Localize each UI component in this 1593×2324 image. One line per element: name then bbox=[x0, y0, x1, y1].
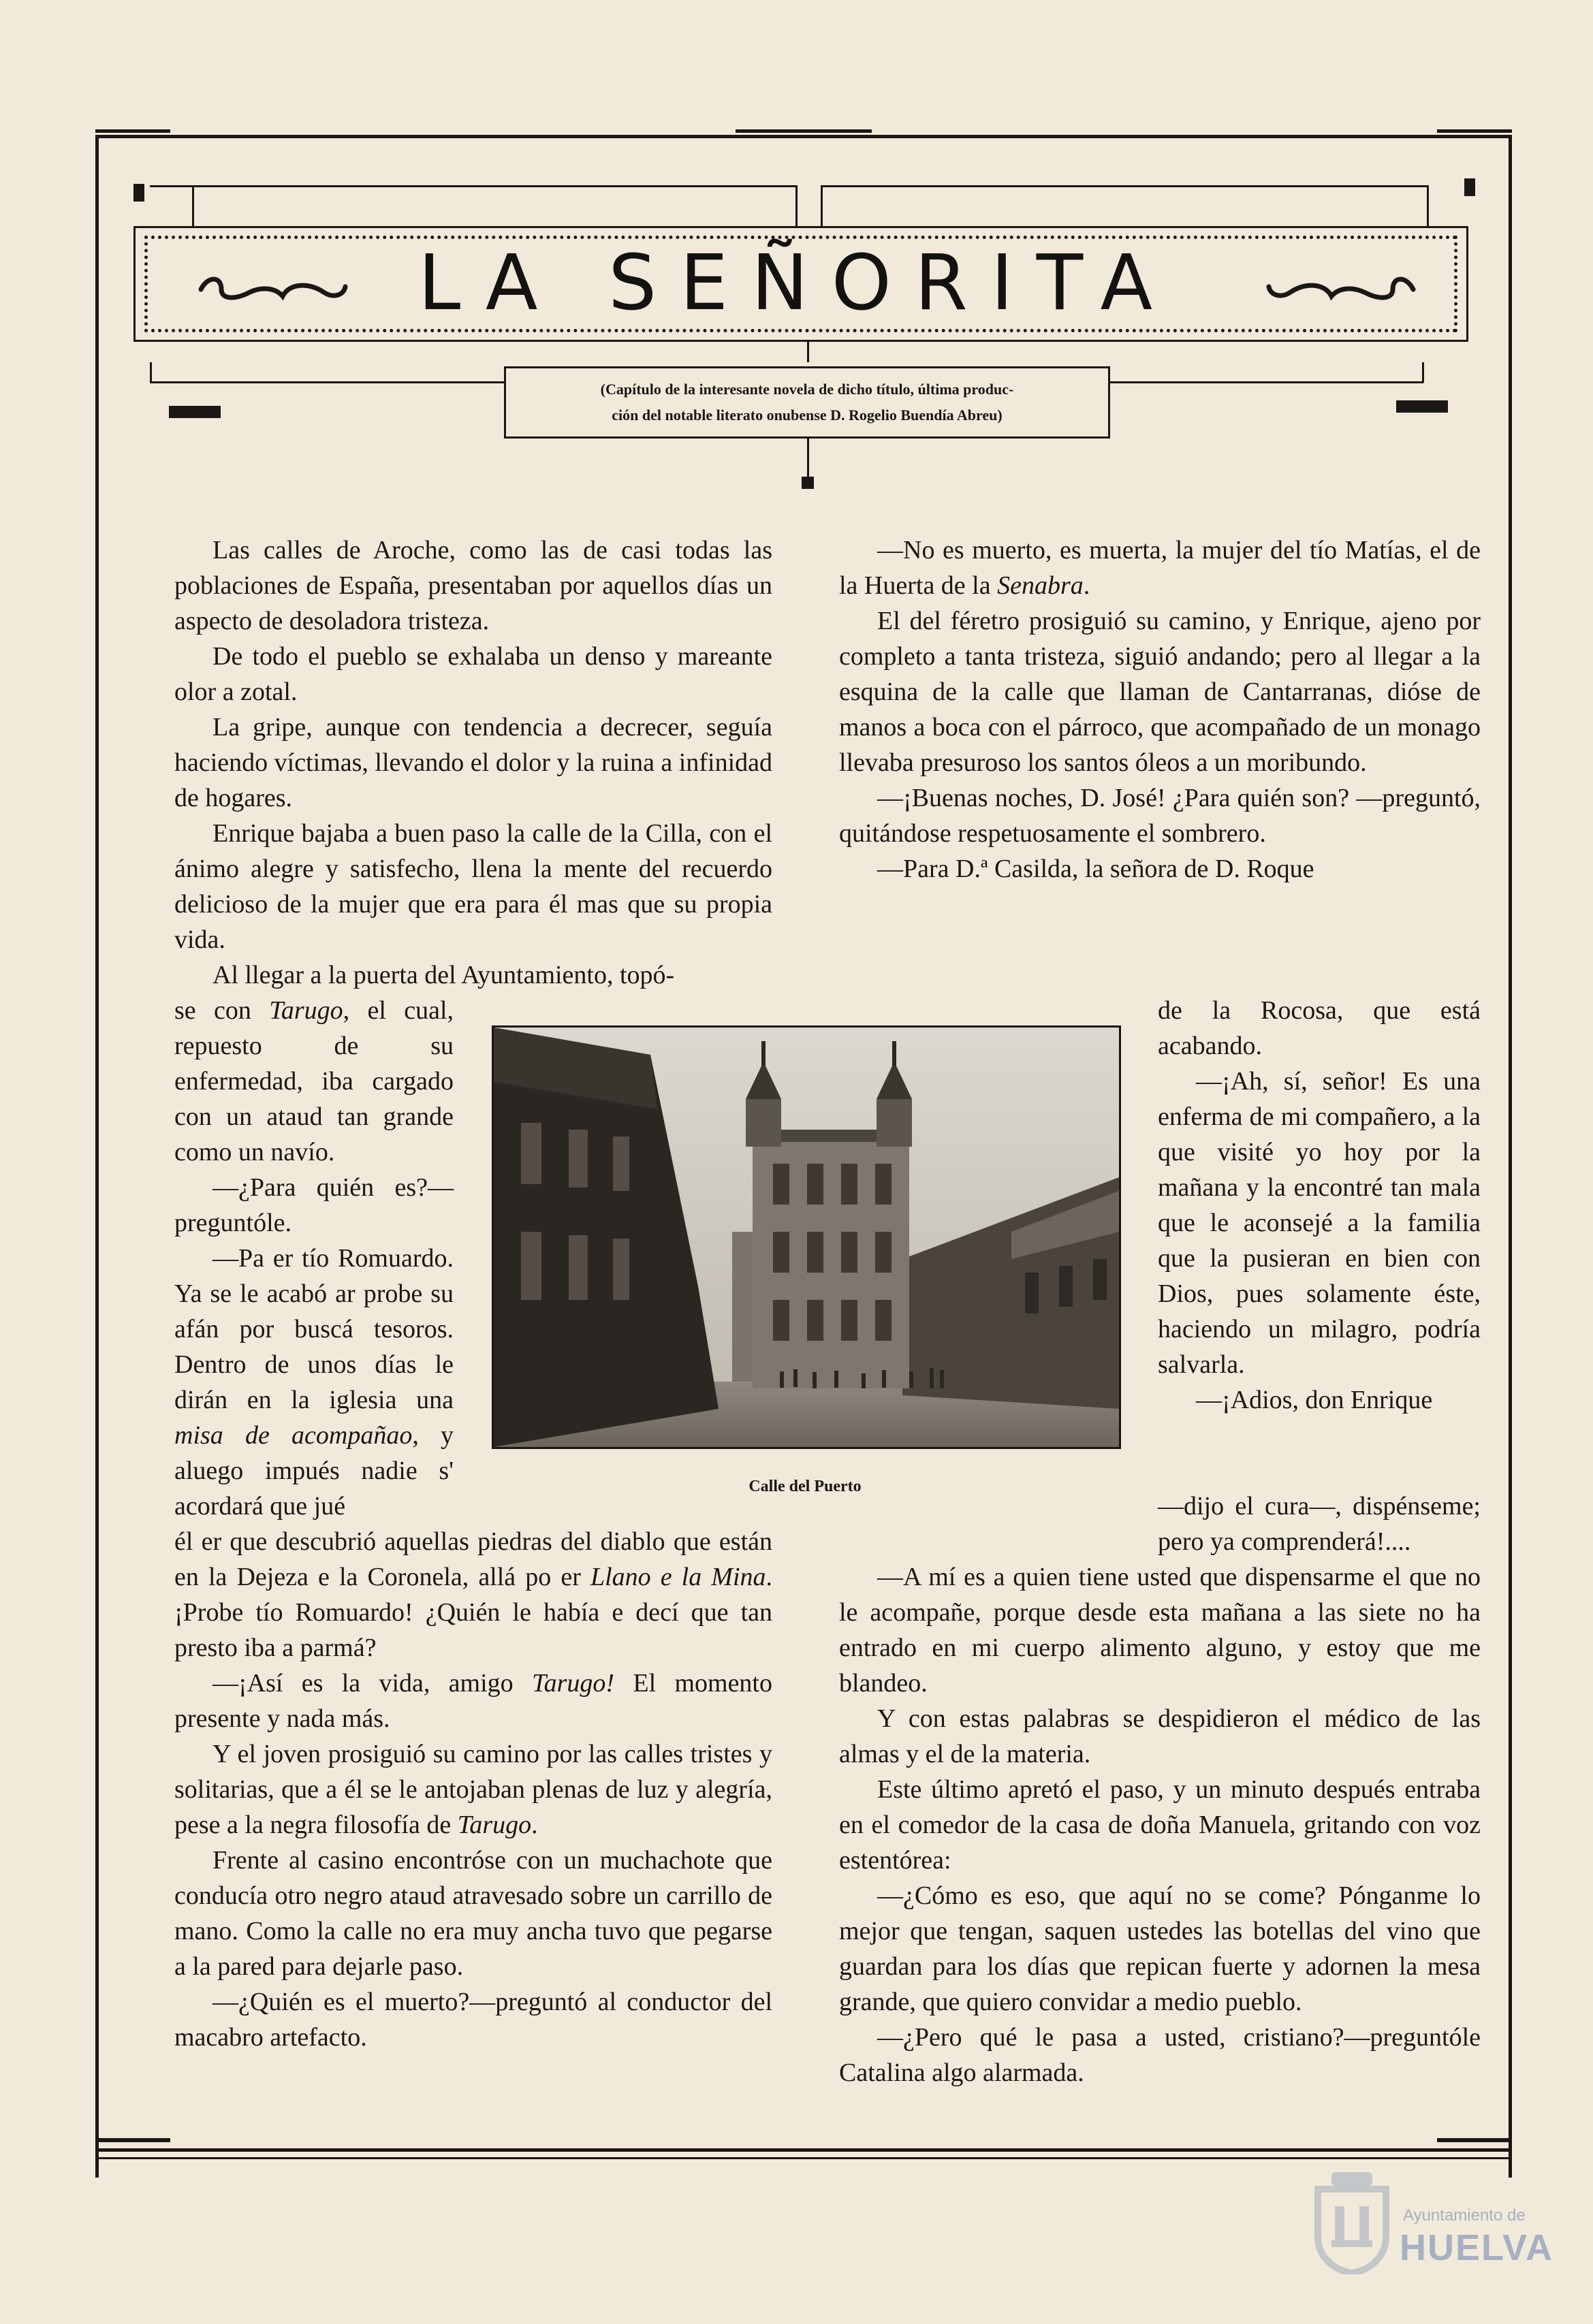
watermark-line-2: HUELVA bbox=[1400, 2227, 1553, 2268]
paragraph: —dijo el cura—, dispénseme; pero ya comprenderá!.... bbox=[1158, 1492, 1481, 1556]
italic-name: Tarugo bbox=[457, 1811, 532, 1839]
street-scene-image bbox=[494, 1028, 1119, 1447]
paragraph: —¡Buenas noches, D. José! ¿Para quién son? —preguntó, quitándose respetuosamente el sombrero. bbox=[839, 784, 1481, 848]
paragraph: —Para D.ª Casilda, la señora de D. Roque bbox=[877, 855, 1314, 883]
italic-phrase: misa de acompañao bbox=[174, 1421, 413, 1450]
paragraph: —A mí es a quien tiene usted que dispensarme el que no le acompañe, porque desde esta mañana a las siete no ha entrado en mi cuerpo alimento alguno, y estoy que me blandeo. bbox=[839, 1563, 1481, 1698]
subtitle-box bbox=[504, 366, 1110, 439]
article-title: LA SEÑORITA bbox=[417, 239, 1176, 328]
paragraph: Al llegar a la puerta del Ayuntamiento, topó- bbox=[212, 961, 675, 989]
paragraph: —¿Para quién es?— preguntóle. bbox=[174, 1173, 454, 1237]
photo-caption: Calle del Puerto bbox=[748, 1478, 862, 1495]
paragraph: Las calles de Aroche, como las de casi todas las poblaciones de España, presentaban por aquellos días un aspecto de desoladora tristeza. bbox=[174, 536, 772, 635]
paragraph: él er que descubrió aquellas piedras del diablo que están en la Dejeza e la Coronela, allá po er Llano e la Mina. ¡Probe tío Romuardo! ¿Quién le había e decí que tan presto iba a parmá? bbox=[174, 1527, 773, 1662]
left-column-bottom bbox=[174, 1524, 772, 2055]
left-flourish-icon bbox=[194, 269, 351, 310]
paragraph: —¡Adios, don Enrique bbox=[1196, 1386, 1433, 1414]
paragraph: se con Tarugo, el cual, repuesto de su enfermedad, iba cargado con un ataud tan grande como un navío. bbox=[174, 996, 454, 1166]
paragraph: —¿Pero qué le pasa a usted, cristiano?—preguntóle Catalina algo alarmada. bbox=[839, 2023, 1481, 2087]
paragraph: Enrique bajaba a buen paso la calle de la Cilla, con el ánimo alegre y satisfecho, llena la mente del recuerdo delicioso de la mujer que era para él mas que su propia vida. bbox=[174, 819, 772, 954]
italic-place: Llano e la Mina bbox=[590, 1563, 766, 1591]
paragraph: De todo el pueblo se exhalaba un denso y mareante olor a zotal. bbox=[174, 642, 772, 706]
left-column-top bbox=[174, 532, 772, 993]
right-column-top bbox=[839, 532, 1481, 887]
huelva-seal-icon bbox=[1311, 2172, 1393, 2274]
paragraph: —Pa er tío Romuardo. Ya se le acabó ar probe su afán por buscá tesoros. Dentro de unos días le dirán en la iglesia una misa de acompañao, y aluego impués nadie s' acordará que jué bbox=[174, 1244, 454, 1521]
paragraph: —¿Cómo es eso, que aquí no se come? Pónganme lo mejor que tengan, saquen ustedes las botellas del vino que guardan para los días que repican fuerte y adornen la mesa grande, que quiero convidar a medio pueblo. bbox=[839, 1881, 1481, 2016]
paragraph: Este último apretó el paso, y un minuto después entraba en el comedor de la casa de doña Manuela, gritando con voz estentórea: bbox=[839, 1775, 1481, 1875]
right-flourish-icon bbox=[1263, 269, 1420, 310]
paragraph: Y el joven prosiguió su camino por las calles tristes y solitarias, que a él se le antojaban plenas de luz y alegría, pese a la negra filosofía de Tarugo. bbox=[174, 1740, 772, 1839]
italic-name: Tarugo! bbox=[531, 1669, 615, 1698]
paragraph: —¡Ah, sí, señor! Es una enferma de mi compañero, a la que visité yo hoy por la mañana y la encontré tan mala que le aconsejé a la familia que la pusieran en bien con Dios, pues solamente éste, haciendo un milagro, podría salvarla. bbox=[1158, 1067, 1481, 1379]
paragraph: La gripe, aunque con tendencia a decrecer, seguía haciendo víctimas, llevando el dolor y la ruina a infinidad de hogares. bbox=[174, 713, 772, 812]
subtitle-line-2: ción del notable literato onubense D. Rogelio Buendía Abreu) bbox=[612, 407, 1003, 424]
watermark-line-1: Ayuntamiento de bbox=[1403, 2206, 1526, 2225]
right-column-narrow bbox=[1158, 993, 1481, 1418]
italic-name: Tarugo bbox=[269, 996, 343, 1025]
paragraph: —No es muerto, es muerta, la mujer del tío Matías, el de la Huerta de la Senabra. bbox=[839, 536, 1481, 600]
italic-place: Senabra bbox=[997, 571, 1084, 600]
paragraph: El del féretro prosiguió su camino, y Enrique, ajeno por completo a tanta tristeza, siguió andando; pero al llegar a la esquina de la calle que llaman de Cantarranas, dióse de manos a boca con el párroco, que acompañado de un monago llevaba presuroso los santos óleos a un moribundo. bbox=[839, 607, 1481, 777]
paragraph: —¿Quién es el muerto?—preguntó al conductor del macabro artefacto. bbox=[174, 1988, 772, 2052]
paragraph: Y con estas palabras se despidieron el médico de las almas y el de la materia. bbox=[839, 1704, 1481, 1768]
paragraph: Frente al casino encontróse con un muchachote que conducía otro negro ataud atravesado sobre un carrillo de mano. Como la calle no era muy ancha tuvo que pegarse a la pared para dejarle paso. bbox=[174, 1846, 772, 1981]
street-photo bbox=[492, 1025, 1121, 1449]
subtitle-line-1: (Capítulo de la interesante novela de dicho título, última produc- bbox=[600, 381, 1014, 398]
paragraph: —¡Así es la vida, amigo Tarugo! El momento presente y nada más. bbox=[174, 1669, 772, 1733]
paragraph: de la Rocosa, que está acabando. bbox=[1158, 996, 1481, 1060]
left-column-narrow bbox=[174, 993, 454, 1524]
right-column-bottom bbox=[839, 1489, 1481, 2090]
